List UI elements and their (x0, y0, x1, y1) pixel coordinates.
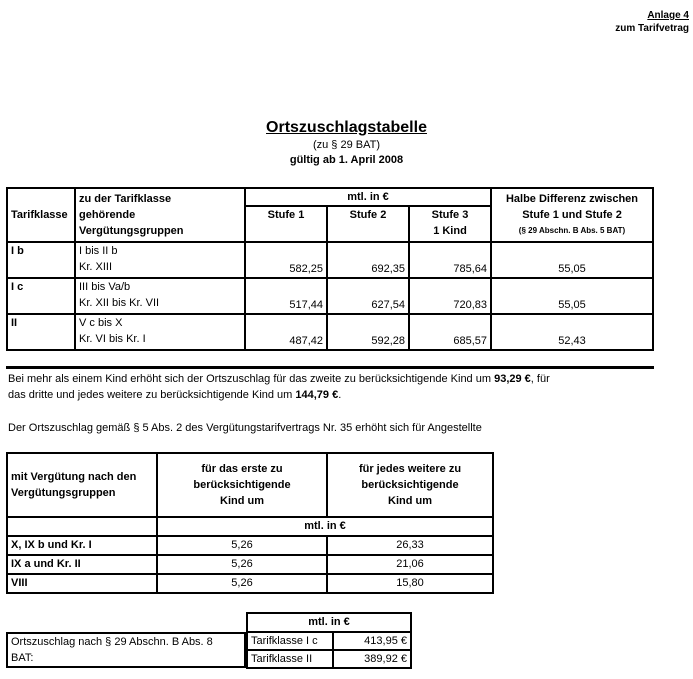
mtl-header: mtl. in € (157, 517, 493, 536)
row-stufe3: 720,83 (409, 278, 491, 314)
row-tarifklasse: Tarifklasse I c (247, 632, 333, 650)
stufe1-header: Stufe 1 (245, 206, 327, 242)
col-groups-line1: zu der Tarifklasse (79, 193, 172, 205)
row-stufe1: 517,44 (245, 278, 327, 314)
row-groups-line2: Kr. VI bis Kr. I (79, 333, 146, 345)
table-row (7, 242, 653, 278)
halbe-line1: Halbe Differenz zwischen (505, 193, 639, 205)
row-value: 413,95 € (333, 632, 411, 650)
row-first-child: 5,26 (157, 536, 327, 555)
row-tarifklasse: Tarifklasse II (247, 650, 333, 668)
table-row (7, 278, 653, 314)
row-groups-line1: V c bis X (79, 317, 123, 329)
row-further-child: 15,80 (327, 574, 493, 593)
col-groups-line2: gehörende (79, 209, 136, 221)
para1-value-second-child: 93,29 € (494, 373, 531, 385)
row-first-child: 5,26 (157, 555, 327, 574)
row-group: VIII (7, 574, 157, 593)
table-row (247, 650, 411, 668)
row-stufe1: 487,42 (245, 314, 327, 350)
child-increase-paragraph (8, 371, 658, 403)
section-divider (6, 366, 654, 369)
row-first-child: 5,26 (157, 574, 327, 593)
col-verguetung-line2: Vergütungsgruppen (11, 487, 116, 499)
col-first-child-line2: berücksichtigende (193, 479, 291, 491)
col-tarifklasse-header: Tarifklasse (7, 188, 75, 242)
row-halbe: 55,05 (491, 242, 653, 278)
row-klasse: I c (7, 278, 75, 314)
row-halbe: 52,43 (491, 314, 653, 350)
row-halbe: 55,05 (491, 278, 653, 314)
verguetung-table (6, 452, 494, 594)
halbe-differenz-header (491, 188, 653, 242)
row-klasse: II (7, 314, 75, 350)
row-groups (75, 242, 245, 278)
b8-label-line2: BAT: (11, 652, 34, 664)
col-groups-line3: Vergütungsgruppen (79, 225, 184, 237)
annex-number: Anlage 4 (647, 10, 689, 21)
row-groups (75, 278, 245, 314)
para1-value-third-child: 144,79 € (295, 389, 339, 401)
title-block (0, 118, 693, 168)
mtl-header: mtl. in € (247, 613, 411, 632)
col-further-child-line3: Kind um (388, 495, 432, 507)
ortszuschlag-b8-table (246, 612, 412, 669)
col-groups-header (75, 188, 245, 242)
halbe-line2: Stufe 1 und Stufe 2 (522, 209, 622, 221)
mtl-header: mtl. in € (245, 188, 491, 206)
col-first-child-line3: Kind um (220, 495, 264, 507)
table-row (7, 536, 493, 555)
row-klasse: I b (7, 242, 75, 278)
row-groups-line2: Kr. XIII (79, 261, 113, 273)
ortszuschlag-b8-label (6, 632, 246, 668)
row-stufe2: 592,28 (327, 314, 409, 350)
row-stufe3: 685,57 (409, 314, 491, 350)
para1-text-b: , für (530, 373, 550, 385)
row-groups-line1: III bis Va/b (79, 281, 131, 293)
annex-label (615, 9, 689, 35)
para1-text-a: Bei mehr als einem Kind erhöht sich der Ortszuschlag für das zweite zu berücksichtigende Kind um (8, 373, 495, 385)
page-subtitle: (zu § 29 BAT) (312, 139, 381, 151)
row-further-child: 26,33 (327, 536, 493, 555)
row-stufe3: 785,64 (409, 242, 491, 278)
stufe3-line1: Stufe 3 (431, 209, 469, 221)
stufe3-line2: 1 Kind (433, 225, 467, 237)
stufe2-header: Stufe 2 (327, 206, 409, 242)
table-row (7, 555, 493, 574)
row-group: X, IX b und Kr. I (7, 536, 157, 555)
row-stufe1: 582,25 (245, 242, 327, 278)
col-first-child-line1: für das erste zu (201, 463, 283, 475)
col-first-child-header (157, 453, 327, 517)
annex-subtitle: zum Tarifvetrag (615, 23, 689, 34)
table-row (7, 314, 653, 350)
row-stufe2: 627,54 (327, 278, 409, 314)
empty-cell (7, 517, 157, 536)
row-groups-line1: I bis II b (79, 245, 118, 257)
halbe-line3: (§ 29 Abschn. B Abs. 5 BAT) (518, 226, 626, 235)
row-group: IX a und Kr. II (7, 555, 157, 574)
table-row (7, 574, 493, 593)
row-value: 389,92 € (333, 650, 411, 668)
row-groups-line2: Kr. XII bis Kr. VII (79, 297, 160, 309)
row-further-child: 21,06 (327, 555, 493, 574)
page-title: Ortszuschlagstabelle (266, 119, 427, 136)
b8-label-line1: Ortszuschlag nach § 29 Abschn. B Abs. 8 (11, 636, 213, 648)
ortszuschlag-table (6, 187, 654, 351)
row-groups (75, 314, 245, 350)
col-further-child-line2: berücksichtigende (361, 479, 459, 491)
increase-intro-paragraph: Der Ortszuschlag gemäß § 5 Abs. 2 des Vergütungstarifvertrags Nr. 35 erhöht sich für Angestellte (8, 422, 482, 434)
stufe3-header (409, 206, 491, 242)
row-stufe2: 692,35 (327, 242, 409, 278)
col-verguetung-line1: mit Vergütung nach den (11, 471, 137, 483)
col-further-child-header (327, 453, 493, 517)
para1-text-d: . (338, 389, 342, 401)
col-verguetung-header (7, 453, 157, 517)
col-further-child-line1: für jedes weitere zu (358, 463, 462, 475)
para1-text-c: das dritte und jedes weitere zu berücksichtigende Kind um (8, 389, 296, 401)
valid-date: gültig ab 1. April 2008 (289, 154, 404, 166)
table-row (247, 632, 411, 650)
